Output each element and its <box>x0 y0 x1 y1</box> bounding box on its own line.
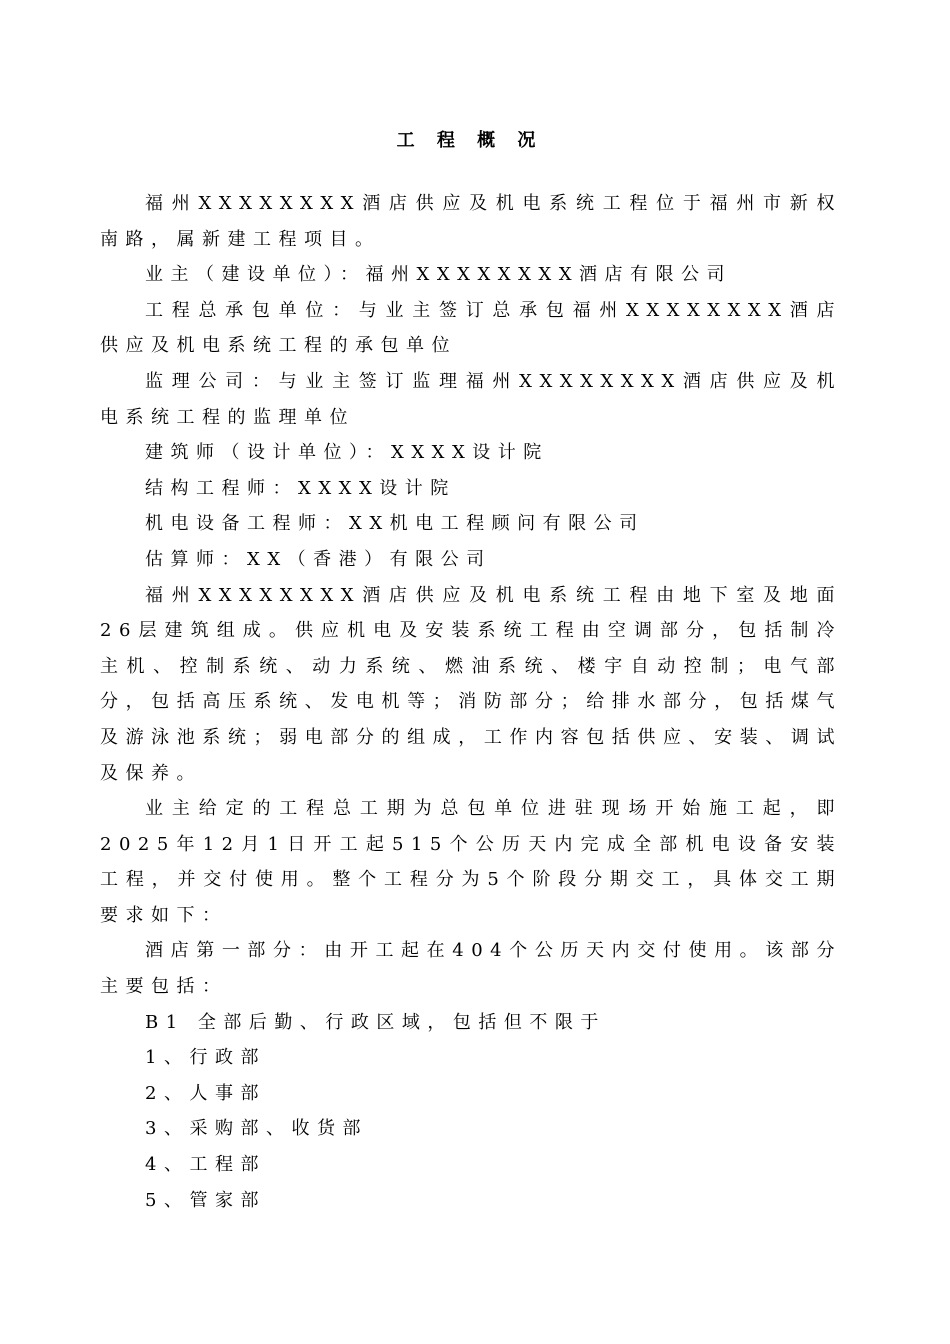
paragraph-estimator: 估算师：XX（香港）有限公司 <box>145 548 492 570</box>
list-item: 4、工程部 <box>145 1154 266 1176</box>
paragraph-general-contractor: 工程总承包单位：与业主签订总承包福州XXXXXXXX酒店供应及机电系统工程的承包单位 <box>100 299 842 357</box>
paragraph-mep-engineer: 机电设备工程师：XX机电工程顾问有限公司 <box>145 513 645 535</box>
list-item: 3、采购部、收货部 <box>145 1118 368 1140</box>
document-title: 工 程 概 况 <box>396 130 544 151</box>
list-item: 5、管家部 <box>145 1189 266 1211</box>
paragraph-phase-one: 酒店第一部分：由开工起在404个公历天内交付使用。该部分主要包括： <box>100 940 842 998</box>
paragraph-schedule: 业主给定的工程总工期为总包单位进驻现场开始施工起，即2025年12月1日开工起515个公历天内完成全部机电设备安装工程，并交付使用。整个工程分为5个阶段分期交工，具体交工期要求如下： <box>100 798 842 926</box>
list-item: 2、人事部 <box>145 1082 266 1104</box>
list-item-b1: B1 全部后勤、行政区域，包括但不限于 <box>145 1011 606 1033</box>
document-body <box>100 186 842 1218</box>
paragraph-supervision: 监理公司：与业主签订监理福州XXXXXXXX酒店供应及机电系统工程的监理单位 <box>100 370 842 428</box>
list-item: 1、行政部 <box>145 1047 266 1069</box>
paragraph-project-location: 福州XXXXXXXX酒店供应及机电系统工程位于福州市新权南路，属新建工程项目。 <box>100 193 842 250</box>
paragraph-building-scope: 福州XXXXXXXX酒店供应及机电系统工程由地下室及地面26层建筑组成。供应机电及安装系统工程由空调部分，包括制冷主机、控制系统、动力系统、燃油系统、楼宇自动控制；电气部分，包括高压系统、发电机等；消防部分；给排水部分，包括煤气及游泳池系统；弱电部分的组成，工作内容包括供应、安装、调试及保养。 <box>100 584 842 784</box>
paragraph-owner: 业主（建设单位）：福州XXXXXXXX酒店有限公司 <box>145 264 733 286</box>
paragraph-architect: 建筑师（设计单位）：XXXX设计院 <box>145 442 549 464</box>
paragraph-structural-engineer: 结构工程师：XXXX设计院 <box>145 477 456 499</box>
